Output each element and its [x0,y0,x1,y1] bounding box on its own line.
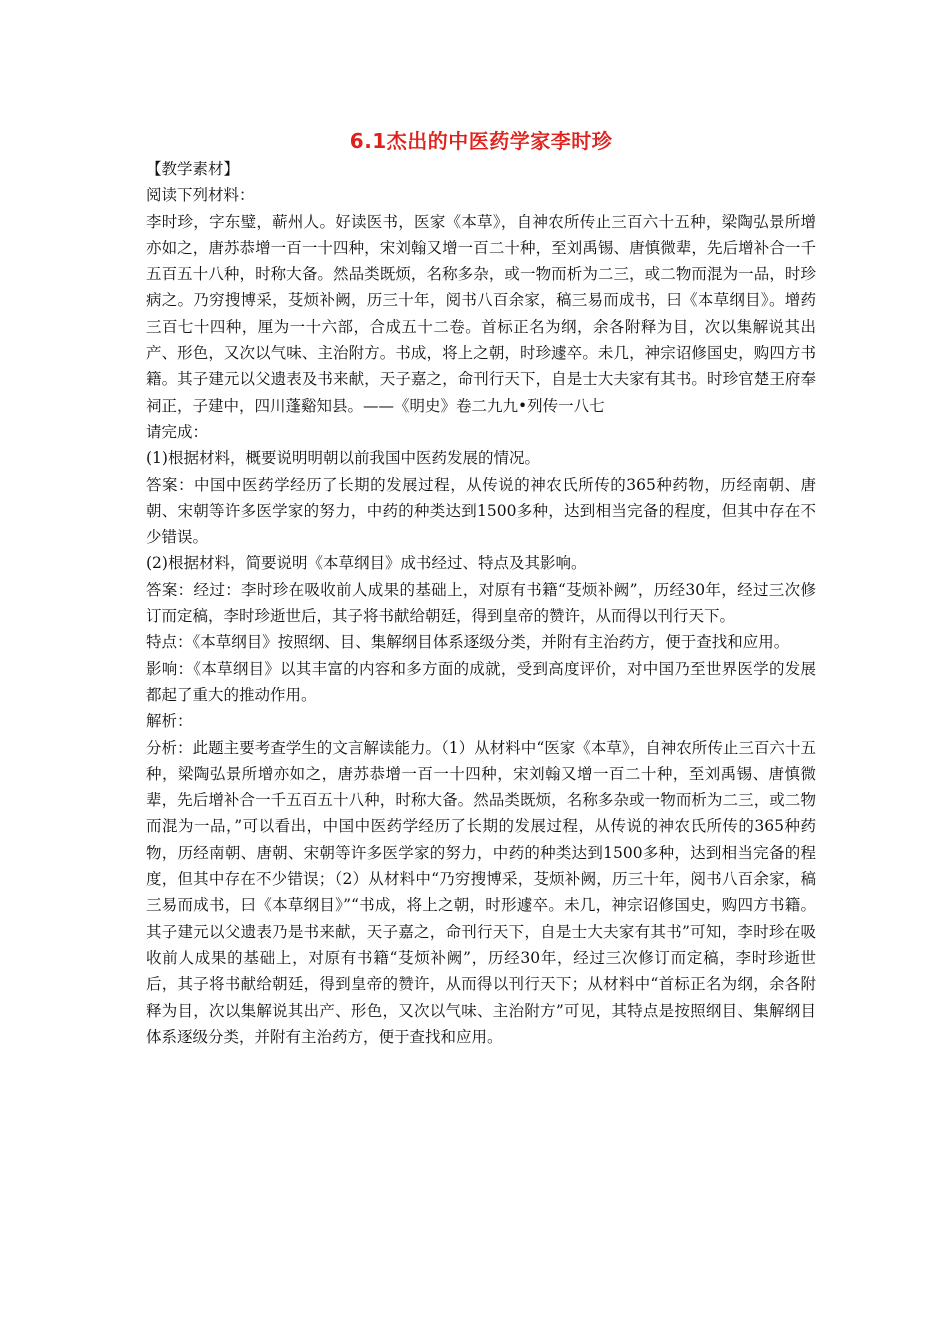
document-page [146,128,816,1050]
instruction: 请完成： [146,422,209,441]
answer-2-process: 答案：经过：李时珍在吸收前人成果的基础上，对原有书籍“芟烦补阙”，历经30年，经过三次修订而定稿，李时珍逝世后，其子将书献给朝廷，得到皇帝的赞许，从而得以刊行天下。 [146,580,816,626]
answer-1: 答案：中国中医药学经历了长期的发展过程，从传说的神农氏所传的365种药物，历经南朝、唐朝、宋朝等许多医学家的努力，中药的种类达到1500多种，达到相当完备的程度，但其中存在不少错误。 [146,475,816,547]
reading-prompt: 阅读下列材料： [146,186,255,205]
answer-2-features: 特点：《本草纲目》按照纲、目、集解纲目体系逐级分类，并附有主治药方，便于查找和应用。 [146,633,790,652]
analysis-label: 解析： [146,712,193,731]
document-title: 6.1杰出的中医药学家李时珍 [349,129,613,153]
question-1: (1)根据材料，概要说明明朝以前我国中医药发展的情况。 [146,449,540,468]
question-2: (2)根据材料，简要说明《本草纲目》成书经过、特点及其影响。 [146,554,587,573]
section-label: 【教学素材】 [146,160,240,178]
analysis-text: 分析：此题主要考查学生的文言解读能力。（1）从材料中“医家《本草》，自神农所传止三百六十五种，梁陶弘景所增亦如之，唐苏恭增一百一十四种，宋刘翰又增一百二十种，至刘禹锡、唐慎微辈，先后增补合一千五百五十八种，时称大备。然品类既烦，名称多杂或一物而析为二三，或二物而混为一品，”可以看出，中国中医药学经历了长期的发展过程，从传说的神农氏所传的365种药物，历经南朝、唐朝、宋朝等许多医学家的努力，中药的种类达到1500多种，达到相当完备的程度，但其中存在不少错误；（2）从材料中“乃穷搜博采，芟烦补阙，历三十年，阅书八百余家，稿三易而成书，曰《本草纲目》”“书成，将上之朝，时形遽卒。未几，神宗诏修国史，购四方书籍。其子建元以父遗表乃是书来献，天子嘉之，命刊行天下，自是士大夫家有其书”可知，李时珍在吸收前人成果的基础上，对原有书籍“芟烦补阙”，历经30年，经过三次修订而定稿，李时珍逝世后，其子将书献给朝廷，得到皇帝的赞许，从而得以刊行天下；从材料中“首标正名为纲，余各附释为目，次以集解说其出产、形色，又次以气味、主治附方”可见，其特点是按照纲目、集解纲目体系逐级分类，并附有主治药方，便于查找和应用。 [146,738,816,1046]
answer-2-impact: 影响：《本草纲目》以其丰富的内容和多方面的成就，受到高度评价，对中国乃至世界医学的发展都起了重大的推动作用。 [146,659,816,704]
source-material: 李时珍，字东璧，蕲州人。好读医书，医家《本草》，自神农所传止三百六十五种，梁陶弘景所增亦如之，唐苏恭增一百一十四种，宋刘翰又增一百二十种，至刘禹锡、唐慎微辈，先后增补合一千五百五十八种，时称大备。然品类既烦，名称多杂，或一物而析为二三，或二物而混为一品，时珍病之。乃穷搜博采，芟烦补阙，历三十年，阅书八百余家，稿三易而成书，曰《本草纲目》。增药三百七十四种，厘为一十六部，合成五十二卷。首标正名为纲，余各附释为目，次以集解说其出产、形色，又次以气味、主治附方。书成，将上之朝，时珍遽卒。未几，神宗诏修国史，购四方书籍。其子建元以父遗表及书来献，天子嘉之，命刊行天下，自是士大夫家有其书。时珍官楚王府奉祠正，子建中，四川蓬谿知县。——《明史》卷二九九•列传一八七 [146,212,816,415]
